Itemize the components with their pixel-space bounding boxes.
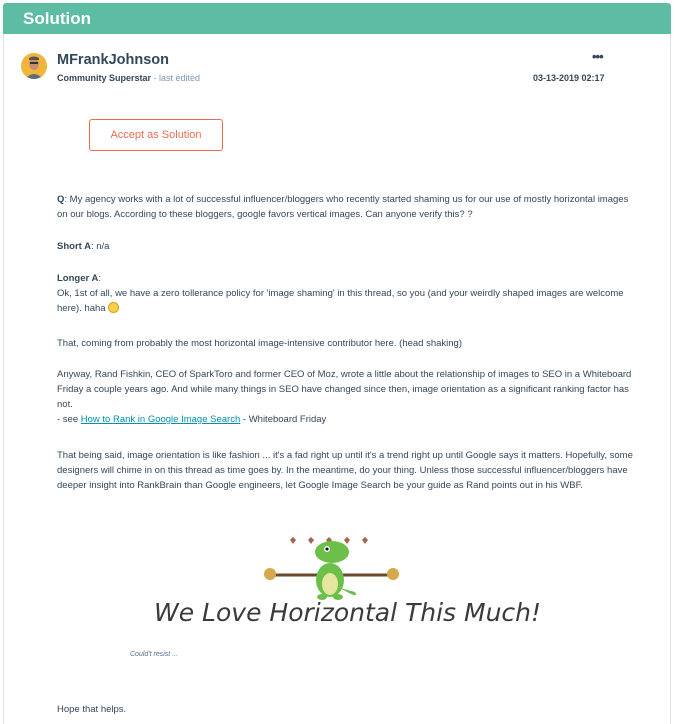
- short-answer: [57, 239, 637, 254]
- accept-solution-button[interactable]: Accept as Solution: [89, 119, 223, 151]
- longer-answer: [57, 271, 637, 316]
- see-prefix: - see: [57, 414, 81, 425]
- edited-label: - last edited: [151, 73, 201, 83]
- q-text: : My agency works with a lot of successful influencer/bloggers who recently started shaming us for our use of mostly horizontal images on our blogs. According to these bloggers, google favors vertical images. Can anyone verify this? ?: [57, 194, 629, 220]
- see-suffix: - Whiteboard Friday: [240, 414, 327, 425]
- avatar[interactable]: [21, 53, 47, 79]
- paragraph-head-shaking: That, coming from probably the most horizontal image-intensive contributor here. (head shaking): [57, 338, 463, 349]
- longer-label: Longer A: [57, 273, 99, 284]
- post-date: 03-13-2019 02:17: [533, 73, 605, 83]
- solution-header: [3, 3, 671, 34]
- author-name[interactable]: MFrankJohnson: [57, 52, 169, 68]
- more-options-icon[interactable]: •••: [592, 49, 603, 64]
- author-rank: Community Superstar: [57, 73, 152, 83]
- short-label: Short A: [57, 241, 91, 252]
- paragraph-fashion: That being said, image orientation is like fashion ... it's a fad right up until it's a trend right up until Google says it matters. Hopefully, some designers will chime in on this thread as time goes by. In the meantime, do your thing. Unless those successful influencer/bloggers have deeper insight into RankBrain than Google engineers, let Google Image Search be your guide as Rand points out in his WBF.: [57, 450, 633, 491]
- smiling-emoji-icon: [108, 302, 119, 313]
- author-rank-line: [57, 73, 200, 83]
- longer-text: Ok, 1st of all, we have a zero tollerance policy for 'image shaming' in this thread, so you (and your weirdly shaped images are welcome here). haha: [57, 288, 624, 314]
- para3-text: Anyway, Rand Fishkin, CEO of SparkToro and former CEO of Moz, wrote a little about the relationship of images to SEO in a Whiteboard Friday a couple years ago. And while many things in SEO have changed since then, image orientation as a significant ranking factor has not.: [57, 369, 632, 410]
- longer-colon: :: [98, 273, 101, 284]
- wbf-link[interactable]: How to Rank in Google Image Search: [80, 414, 241, 425]
- short-text: : n/a: [90, 241, 110, 252]
- closing-text: Hope that helps.: [57, 704, 127, 715]
- q-label: Q: [57, 194, 65, 205]
- question-paragraph: [57, 192, 637, 222]
- paragraph-rand-fishkin: [57, 367, 637, 427]
- solution-title: Solution: [23, 9, 91, 28]
- meme-caption: We Love Horizontal This Much!: [154, 598, 542, 627]
- avatar-icon: [21, 53, 47, 79]
- resist-caption: Could't resist ...: [130, 651, 179, 658]
